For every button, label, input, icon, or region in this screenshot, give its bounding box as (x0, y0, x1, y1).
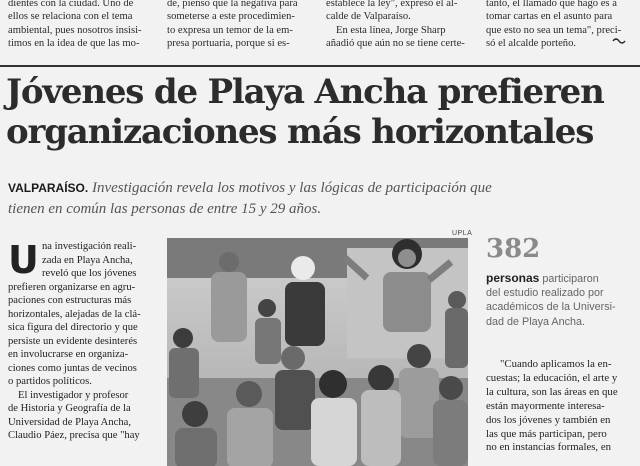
text-line: paciones con estructuras más (8, 295, 132, 306)
text-line: o partidos políticos. (8, 376, 92, 387)
text-line: someterse a este procedimien- (167, 11, 295, 23)
text-line: dos los jóvenes y también en (486, 413, 611, 426)
text-line: ambiental, pues nosotros insisi- (8, 24, 142, 36)
photo-credit: UPLA (452, 230, 473, 237)
body-right-column (486, 358, 636, 455)
text-line: ellos se relaciona con el tema (8, 11, 133, 23)
text-line: que esto no sea un tema", preci- (486, 24, 622, 36)
text-line: del estudio realizado por (486, 287, 604, 300)
text-line: ciones como juntas de vecinos (8, 362, 137, 374)
top-column-3 (326, 0, 465, 51)
text-line: académicos de la Universi- (486, 301, 616, 314)
text-line: añadió que aún no se tiene certe- (326, 38, 465, 50)
headline-line-2: organizaciones más horizontales (6, 112, 594, 152)
text-line: tomar cartas en el asunto para (486, 11, 613, 23)
dateline: VALPARAÍSO. (8, 181, 89, 195)
text-line: dad de Playa Ancha. (486, 315, 586, 328)
text-line: Claudio Páez, precisa que "hay (8, 430, 140, 441)
text-line: establece la ley", expresó el al- (326, 0, 458, 9)
text-line: están mayormente interesa- (486, 399, 605, 412)
text-line: to expresa un temor de la em- (167, 24, 293, 36)
text-line: en involucrarse en organiza- (8, 349, 129, 360)
top-column-2 (167, 0, 298, 51)
text-line: de, pienso que la negativa para (167, 0, 298, 9)
text-line: horizontales, alejadas de la clá- (8, 308, 141, 320)
text-line: las que más participan, pero (486, 427, 607, 440)
text-line: dientes con la ciudad. Uno de (8, 0, 134, 9)
top-column-1 (8, 0, 142, 51)
top-column-4 (486, 0, 621, 51)
text-line: cuestas; la educación, el arte y (486, 371, 618, 384)
stat-number: 382 (486, 234, 541, 264)
news-photo (167, 238, 468, 466)
text-line: persiste un evidente desinterés (8, 335, 138, 347)
text-line: presa portuaria, porque si es- (167, 38, 290, 50)
deck-line-1: Investigación revela los motivos y las lógicas de participación que (91, 180, 492, 196)
text-line: El investigador y profesor (18, 389, 129, 401)
text-line: En esta línea, Jorge Sharp (336, 24, 446, 36)
text-line: timos en la idea de que las mo- (8, 38, 140, 50)
stat-label: personas (486, 271, 540, 285)
text-line: la cultura, son las áreas en que (486, 385, 618, 398)
deck (8, 178, 633, 220)
group-of-youth-image (167, 238, 468, 466)
text-line: prefieren organizarse en agru- (8, 281, 136, 293)
text-line: só el alcalde porteño. (486, 38, 577, 50)
text-line: Universidad de Playa Ancha, (8, 416, 131, 428)
text-line: no en instancias formales, en (486, 441, 612, 454)
drop-cap: U (8, 238, 39, 282)
text-line: zada en Playa Ancha, (42, 254, 133, 266)
section-divider (0, 65, 640, 67)
deck-line-2: tienen en común las personas de entre 15 y 29 años. (8, 201, 322, 217)
body-left-column (8, 240, 160, 443)
headline (6, 72, 636, 152)
text-line: de Historia y Geografía de la (8, 403, 131, 414)
text-line: "Cuando aplicamos la en- (500, 358, 612, 370)
text-line: na investigación reali- (42, 241, 137, 252)
text-line: tanto, el llamado que hago es a (486, 0, 617, 9)
headline-line-1: Jóvenes de Playa Ancha prefieren (6, 72, 604, 112)
text-line: reveló que los jóvenes (42, 268, 137, 279)
text-line: calde de Valparaíso. (326, 11, 411, 23)
text-line: participaron (539, 273, 599, 285)
end-mark-icon (612, 36, 626, 46)
text-line: sica figura del directorio y que (8, 322, 138, 333)
stat-sidebar (486, 271, 636, 329)
